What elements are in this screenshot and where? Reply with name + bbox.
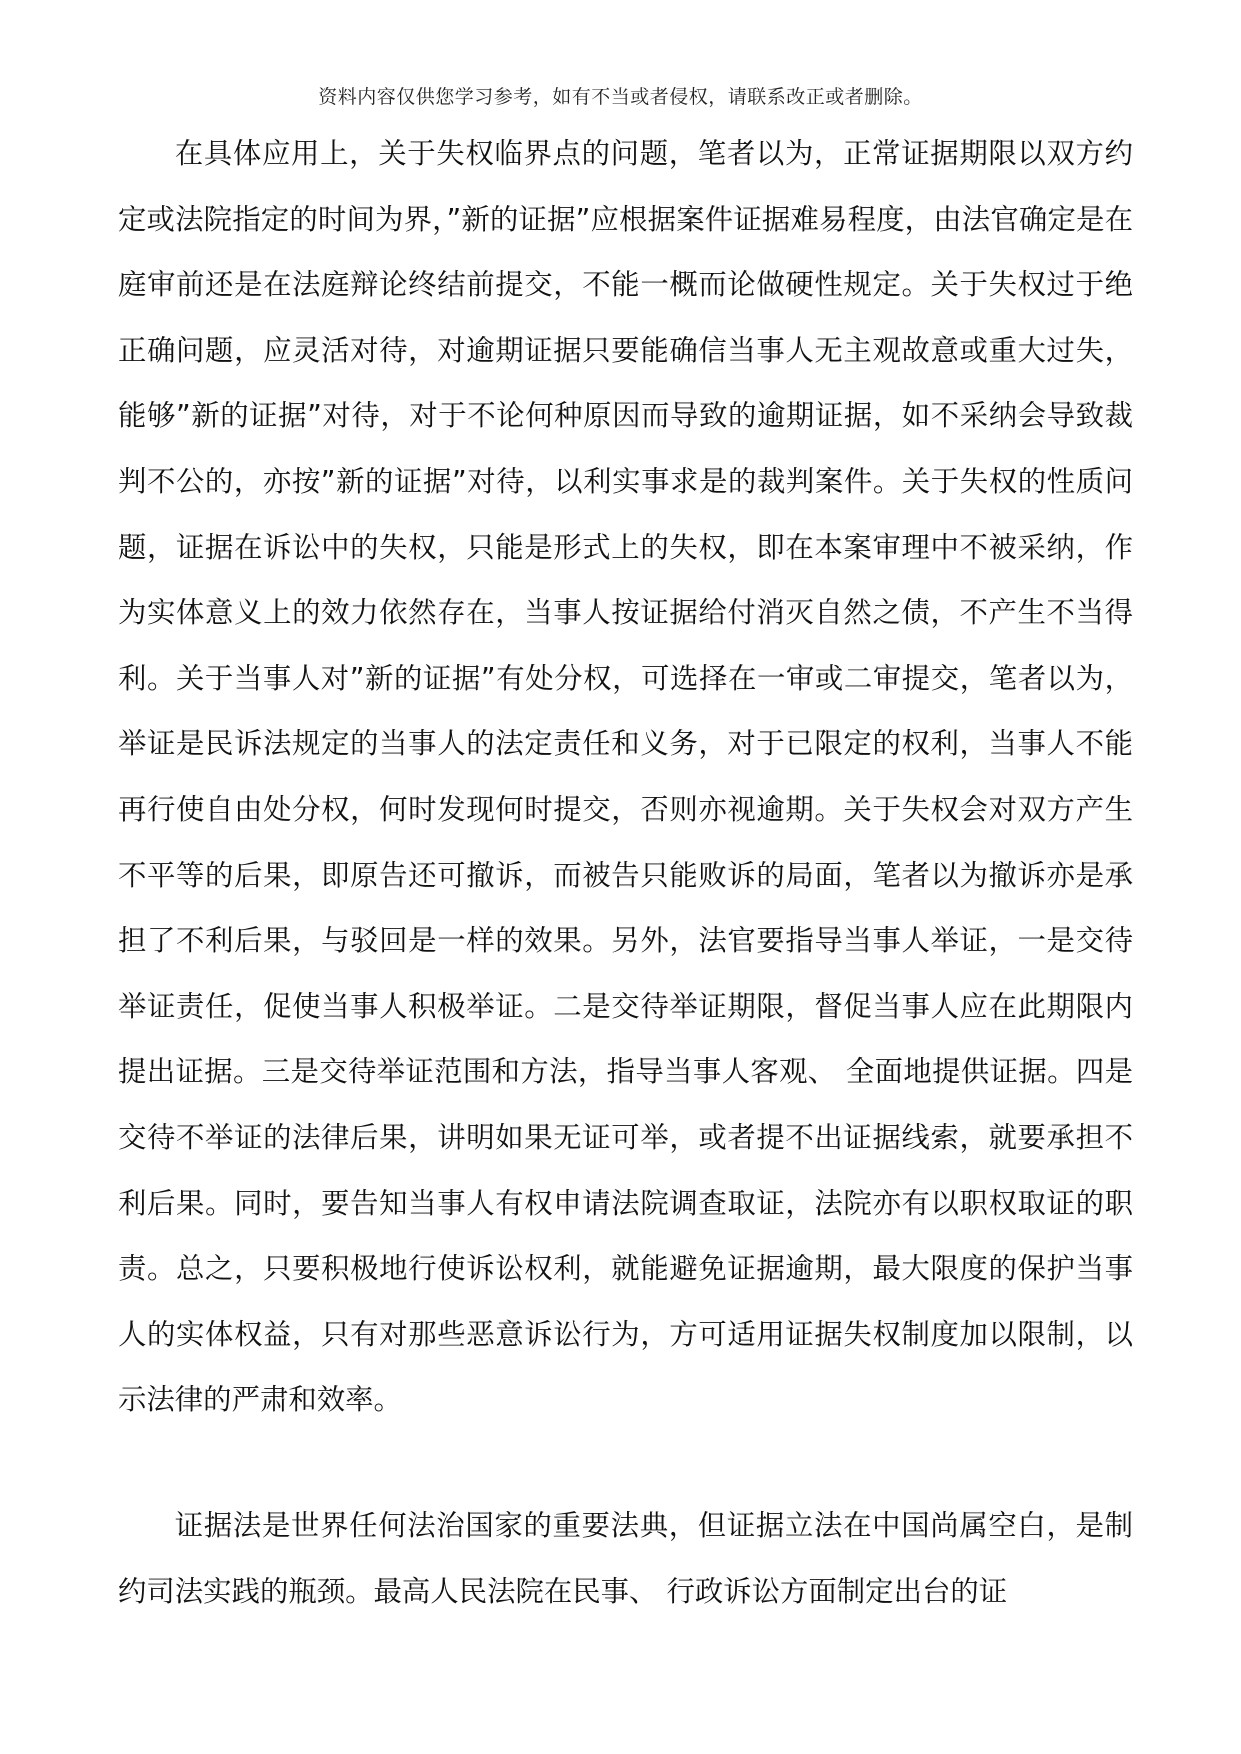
paragraph-2: 证据法是世界任何法治国家的重要法典，但证据立法在中国尚属空白，是制约司法实践的瓶颈。最高人民法院在民事、 行政诉讼方面制定出台的证 [118,1509,1133,1608]
header-disclaimer: 资料内容仅供您学习参考，如有不当或者侵权，请联系改正或者删除。 [318,86,923,108]
paragraph-1: 在具体应用上，关于失权临界点的问题，笔者以为，正常证据期限以双方约定或法院指定的时间为界，”新的证据”应根据案件证据难易程度，由法官确定是在庭审前还是在法庭辩论终结前提交，不能一概而论做硬性规定。关于失权过于绝正确问题，应灵活对待，对逾期证据只要能确信当事人无主观故意或重大过失，能够”新的证据”对待，对于不论何种原因而导致的逾期证据，如不采纳会导致裁判不公的，亦按”新的证据”对待，以利实事求是的裁判案件。关于失权的性质问题，证据在诉讼中的失权，只能是形式上的失权，即在本案审理中不被采纳，作为实体意义上的效力依然存在，当事人按证据给付消灭自然之债，不产生不当得利。关于当事人对”新的证据”有处分权，可选择在一审或二审提交，笔者以为，举证是民诉法规定的当事人的法定责任和义务，对于已限定的权利，当事人不能再行使自由处分权，何时发现何时提交，否则亦视逾期。关于失权会对双方产生不平等的后果，即原告还可撤诉，而被告只能败诉的局面，笔者以为撤诉亦是承担了不利后果，与驳回是一样的效果。另外，法官要指导当事人举证，一是交待举证责任，促使当事人积极举证。二是交待举证期限，督促当事人应在此期限内提出证据。三是交待举证范围和方法，指导当事人客观、 全面地提供证据。四是交待不举证的法律后果，讲明如果无证可举，或者提不出证据线索，就要承担不利后果。同时，要告知当事人有权申请法院调查取证，法院亦有以职权取证的职责。总之，只要积极地行使诉讼权利，就能避免证据逾期，最大限度的保护当事人的实体权益，只有对那些恶意诉讼行为，方可适用证据失权制度加以限制，以示法律的严肃和效率。 [118,137,1133,1417]
